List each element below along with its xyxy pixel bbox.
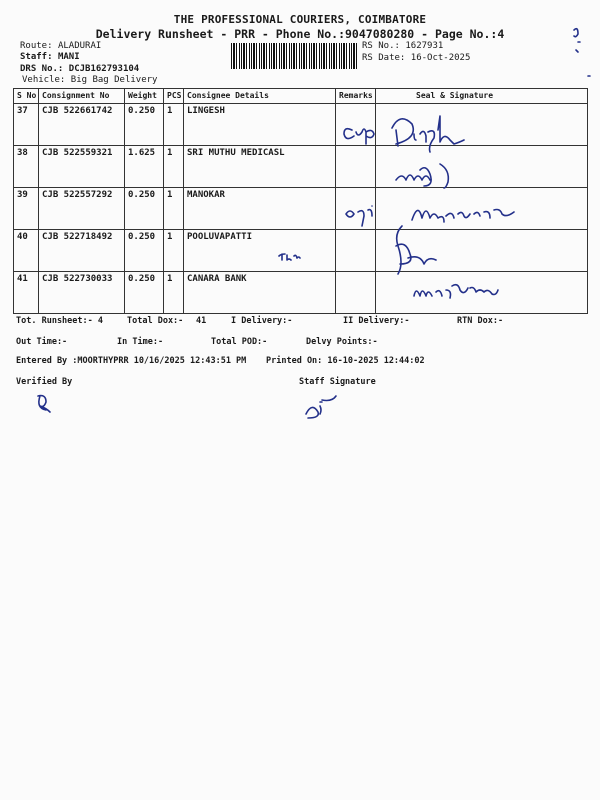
cell-remarks bbox=[336, 230, 376, 272]
col-weight: Weight bbox=[125, 89, 164, 104]
staff-line bbox=[20, 52, 80, 62]
printed-on: Printed On: 16-10-2025 12:44:02 bbox=[266, 356, 425, 366]
cell-pcs: 1 bbox=[164, 146, 184, 188]
entered-by: Entered By :MOORTHYPRR 10/16/2025 12:43:51 PM bbox=[16, 356, 247, 366]
route-label: Route: bbox=[20, 41, 53, 51]
cell-consignee: LINGESH bbox=[184, 104, 336, 146]
cell-sno: 39 bbox=[14, 188, 39, 230]
cell-sno: 41 bbox=[14, 272, 39, 314]
vehicle-line bbox=[22, 75, 157, 85]
table-row bbox=[14, 230, 588, 272]
cell-signature bbox=[376, 272, 588, 314]
company-title: THE PROFESSIONAL COURIERS, COIMBATORE bbox=[173, 13, 427, 26]
drs-line bbox=[20, 64, 139, 74]
rs-date-label: RS Date: bbox=[362, 53, 406, 63]
cell-consignee: MANOKAR bbox=[184, 188, 336, 230]
delvy-points: Delvy Points:- bbox=[306, 337, 378, 347]
col-consignment: Consignment No bbox=[39, 89, 125, 104]
cell-consignee: SRI MUTHU MEDICASL bbox=[184, 146, 336, 188]
i-delivery: I Delivery:- bbox=[231, 316, 293, 326]
cell-signature bbox=[376, 230, 588, 272]
cell-weight: 0.250 bbox=[125, 272, 164, 314]
cell-weight: 0.250 bbox=[125, 188, 164, 230]
cell-consignment: CJB 522559321 bbox=[39, 146, 125, 188]
route-value: ALADURAI bbox=[57, 41, 102, 51]
cell-signature bbox=[376, 104, 588, 146]
rs-no-line bbox=[362, 41, 443, 51]
cell-consignment: CJB 522718492 bbox=[39, 230, 125, 272]
verified-by-label: Verified By bbox=[16, 377, 73, 387]
col-remarks: Remarks bbox=[336, 89, 376, 104]
cell-remarks bbox=[336, 188, 376, 230]
in-time: In Time:- bbox=[117, 337, 164, 347]
rs-no-label: RS No.: bbox=[362, 41, 400, 51]
vehicle-label: Vehicle: bbox=[22, 75, 66, 85]
drs-value: DCJB162793104 bbox=[68, 64, 140, 74]
rtn-dox: RTN Dox:- bbox=[457, 316, 504, 326]
cell-pcs: 1 bbox=[164, 104, 184, 146]
cell-pcs: 1 bbox=[164, 188, 184, 230]
cell-weight: 0.250 bbox=[125, 230, 164, 272]
total-pod: Total POD:- bbox=[211, 337, 268, 347]
cell-sno: 40 bbox=[14, 230, 39, 272]
cell-remarks bbox=[336, 272, 376, 314]
cell-consignment: CJB 522730033 bbox=[39, 272, 125, 314]
table-header bbox=[14, 89, 588, 104]
col-pcs: PCS bbox=[164, 89, 184, 104]
delivery-table bbox=[13, 88, 588, 314]
cell-consignment: CJB 522557292 bbox=[39, 188, 125, 230]
rs-date-value: 16-Oct-2025 bbox=[410, 53, 471, 63]
cell-consignee: CANARA BANK bbox=[184, 272, 336, 314]
cell-consignee: POOLUVAPATTI bbox=[184, 230, 336, 272]
cell-weight: 1.625 bbox=[125, 146, 164, 188]
total-dox-value: 41 bbox=[196, 316, 207, 326]
total-dox-label: Total Dox:- bbox=[127, 316, 184, 326]
vehicle-value: Big Bag Delivery bbox=[70, 75, 158, 85]
rs-date-line bbox=[362, 53, 470, 63]
barcode bbox=[231, 43, 357, 69]
col-sno: S No bbox=[14, 89, 39, 104]
table-row bbox=[14, 188, 588, 230]
cell-signature bbox=[376, 146, 588, 188]
cell-weight: 0.250 bbox=[125, 104, 164, 146]
table-row bbox=[14, 146, 588, 188]
cell-pcs: 1 bbox=[164, 272, 184, 314]
tot-runsheet: Tot. Runsheet:- 4 bbox=[16, 316, 103, 326]
staff-label: Staff: bbox=[20, 52, 53, 62]
cell-remarks bbox=[336, 104, 376, 146]
cell-consignment: CJB 522661742 bbox=[39, 104, 125, 146]
out-time: Out Time:- bbox=[16, 337, 68, 347]
table-row bbox=[14, 104, 588, 146]
cell-pcs: 1 bbox=[164, 230, 184, 272]
col-seal-signature: Seal & Signature bbox=[376, 89, 588, 104]
col-consignee: Consignee Details bbox=[184, 89, 336, 104]
table-row bbox=[14, 272, 588, 314]
staff-signature-label: Staff Signature bbox=[299, 377, 376, 387]
cell-sno: 37 bbox=[14, 104, 39, 146]
cell-signature bbox=[376, 188, 588, 230]
ii-delivery: II Delivery:- bbox=[343, 316, 410, 326]
route-line bbox=[20, 41, 101, 51]
rs-no-value: 1627931 bbox=[405, 41, 444, 51]
cell-remarks bbox=[336, 146, 376, 188]
runsheet-subtitle: Delivery Runsheet - PRR - Phone No.:9047080280 - Page No.:4 bbox=[95, 27, 505, 41]
drs-label: DRS No.: bbox=[20, 64, 64, 74]
cell-sno: 38 bbox=[14, 146, 39, 188]
staff-value: MANI bbox=[57, 52, 80, 62]
